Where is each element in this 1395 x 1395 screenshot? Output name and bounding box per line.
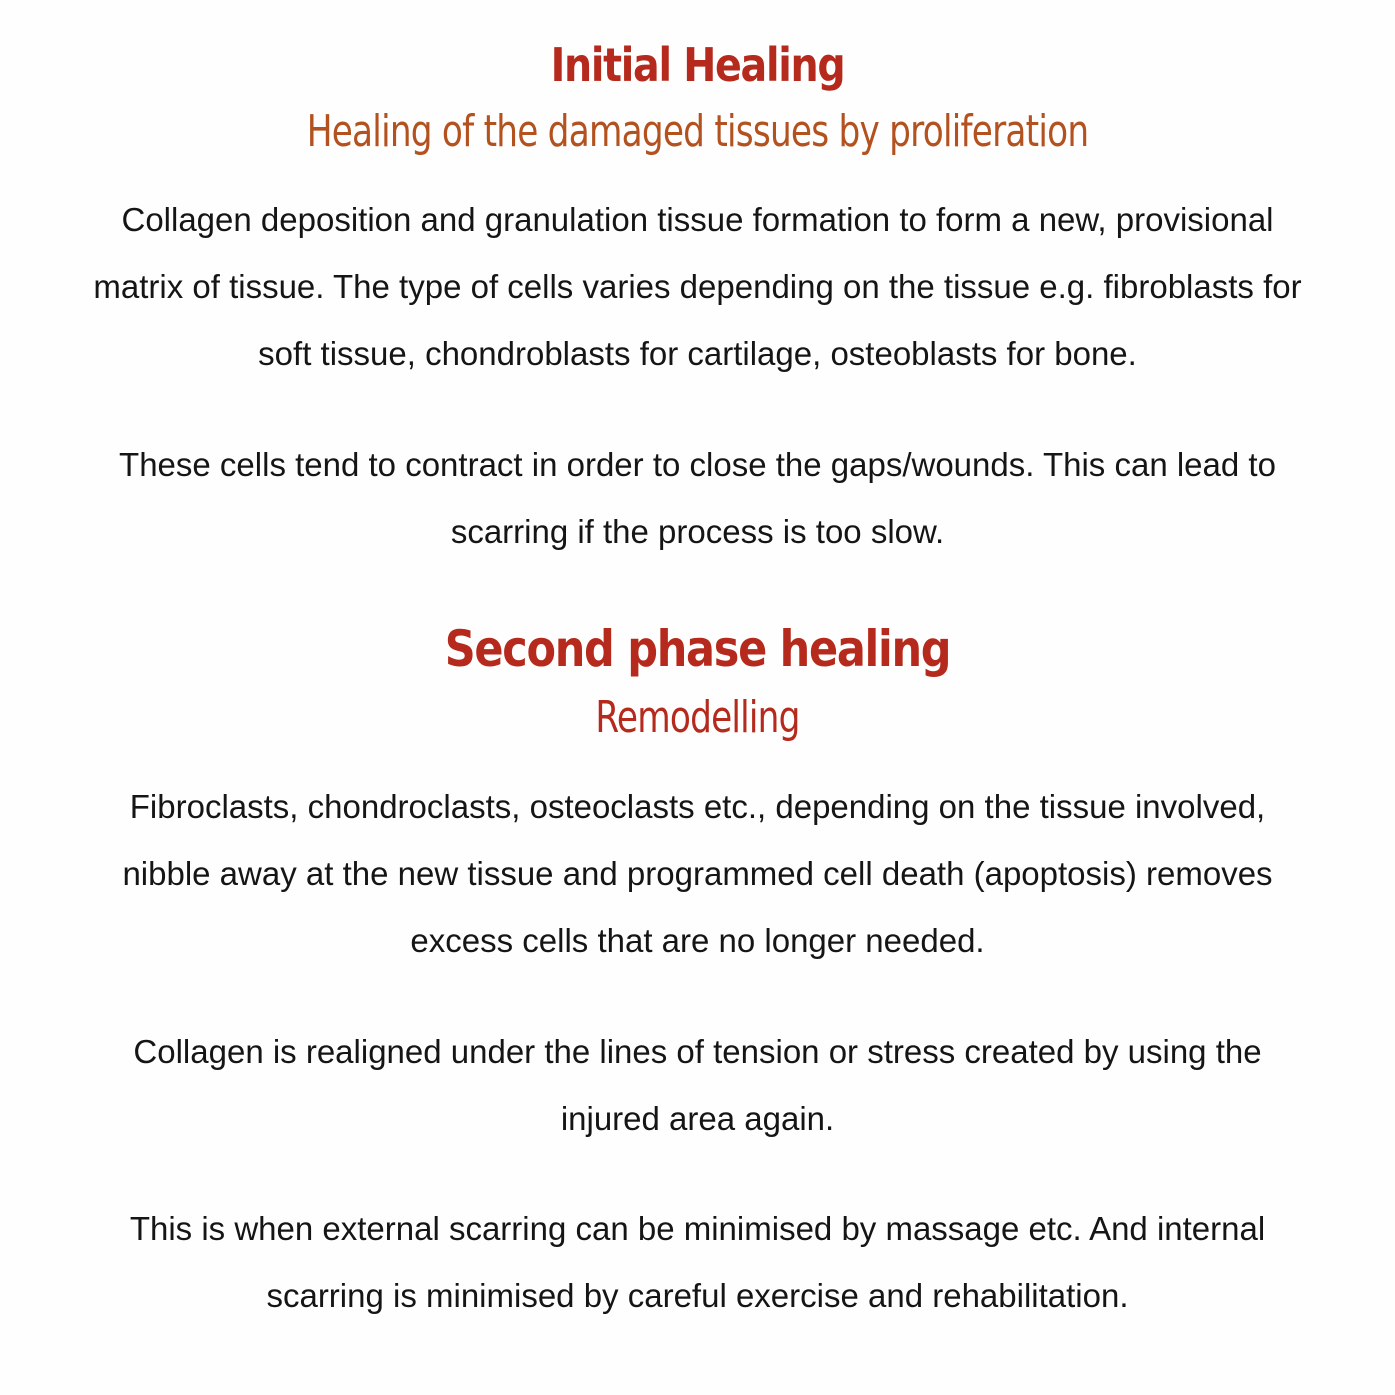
paragraph-line: soft tissue, chondroblasts for cartilage, osteoblasts for bone. [258, 335, 1137, 372]
paragraph-line: injured area again. [560, 1100, 835, 1137]
paragraph-line: excess cells that are no longer needed. [410, 922, 985, 959]
paragraph-line: nibble away at the new tissue and programmed cell death (apoptosis) removes [122, 855, 1273, 892]
paragraph-line: These cells tend to contract in order to close the gaps/wounds. This can lead to [119, 446, 1276, 483]
initial-healing-subtitle: Healing of the damaged tissues by proliferation [306, 106, 1089, 157]
second-phase-healing-subtitle: Remodelling [595, 692, 800, 743]
second-phase-healing-title: Second phase healing [444, 620, 951, 678]
second-phase-paragraph-1 [40, 773, 1355, 974]
paragraph-line: scarring if the process is too slow. [450, 513, 945, 550]
initial-healing-paragraph-2 [40, 431, 1355, 565]
initial-healing-title: Initial Healing [550, 38, 845, 92]
paragraph-line: Collagen deposition and granulation tissue formation to form a new, provisional [121, 201, 1274, 238]
paragraph-line: Fibroclasts, chondroclasts, osteoclasts etc., depending on the tissue involved, [129, 788, 1266, 825]
second-phase-paragraph-2 [40, 1018, 1355, 1152]
paragraph-line: This is when external scarring can be minimised by massage etc. And internal [129, 1210, 1266, 1247]
paragraph-line: scarring is minimised by careful exercise and rehabilitation. [266, 1277, 1129, 1314]
paragraph-line: matrix of tissue. The type of cells varies depending on the tissue e.g. fibroblasts for [93, 268, 1302, 305]
paragraph-line: Collagen is realigned under the lines of tension or stress created by using the [133, 1033, 1262, 1070]
second-phase-paragraph-3 [40, 1195, 1355, 1329]
initial-healing-paragraph-1 [40, 186, 1355, 387]
